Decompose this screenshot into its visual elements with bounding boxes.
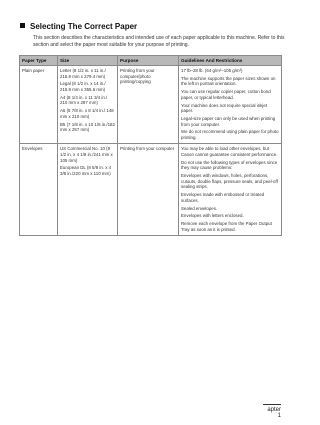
guideline-item: We do not recommend using plain paper for photo printing. (181, 129, 279, 140)
header-size: Size (58, 56, 118, 66)
table-row (20, 66, 282, 144)
section-title (20, 22, 137, 31)
section-title-text: Selecting The Correct Paper (30, 22, 138, 31)
guideline-item: Your machine does not require special inkjet paper. (181, 102, 267, 114)
table-header-row (20, 56, 282, 66)
header-purpose: Purpose (118, 56, 179, 66)
header-guidelines: Guidelines And Restrictions (179, 56, 282, 66)
size-item: Letter (8 1/2 in. x 11 in./ 215.9 mm x 279.4 mm) (60, 68, 106, 79)
paper-type-cell: Plain paper (20, 66, 58, 144)
guideline-item: The machine supports the paper sizes shown on the left in portrait orientation. (181, 75, 276, 87)
guideline-item: You can use regular copier paper, cotton bond paper, or typical letterhead. (181, 89, 271, 100)
guideline-item: Envelopes with windows, holes, perforations, cutouts, double flaps, pressure seals, and peel-off sealing strips. (181, 173, 278, 190)
size-item: A4 (8 1/4 in. x 11 3/4 in./ 210 mm x 297 mm) (60, 94, 108, 106)
chapter-footer-label: apter 1 (263, 404, 281, 419)
size-item: Legal (8 1/2 in. x 14 in./ 215.9 mm x 355.6 mm) (60, 81, 106, 92)
paper-type-table (19, 55, 282, 236)
header-paper-type: Paper Type (20, 56, 58, 66)
guidelines-cell (179, 144, 282, 236)
purpose-cell: Printing from your computer/photo printing/copying (118, 66, 179, 144)
table-row (20, 144, 282, 236)
guideline-item: 17 lb–28 lb. (64 g/m²–105 g/m²) (181, 68, 243, 73)
size-item: B5 (7 1/8 in. x 10 1/8 in./182 mm x 257 mm) (60, 121, 115, 133)
guideline-item: Legal-size paper can only be used when printing from your computer. (181, 115, 276, 127)
purpose-cell: Printing from your computer (118, 144, 179, 236)
section-intro: This section describes the characteristics and intended use of each paper applicable to this machine. Refer to this section and select the paper most suitable for your purpose of printing. (33, 35, 285, 49)
guidelines-cell (179, 66, 282, 144)
guideline-item: Envelopes made with embossed or treated surfaces. (181, 192, 265, 203)
guideline-item: Remove each envelope from the Paper Output Tray as soon as it is printed. (181, 221, 272, 232)
size-item: A5 (5 7/8 in. x 8 1/4 in./ 148 mm x 210 mm) (60, 108, 114, 119)
guideline-item: Sealed envelopes. (181, 205, 218, 211)
size-cell (58, 66, 118, 144)
size-item: US Commercial No. 10 (9 1/2 in. x 4 1/8 in./241 mm x 105 mm) (60, 146, 113, 163)
guideline-item: Envelopes with letters enclosed. (181, 213, 244, 219)
size-item: European DL (8 5/8 in. x 4 3/8 in./220 mm x 110 mm) (60, 165, 112, 177)
size-cell (58, 144, 118, 236)
guideline-item: Do not use the following types of envelopes since they may cause problems: (181, 159, 278, 171)
paper-type-cell: Envelopes (20, 144, 58, 236)
guideline-item: You may be able to load other envelopes, but Canon cannot guarantee consistent performance. (181, 146, 278, 158)
square-bullet-icon (20, 23, 25, 28)
